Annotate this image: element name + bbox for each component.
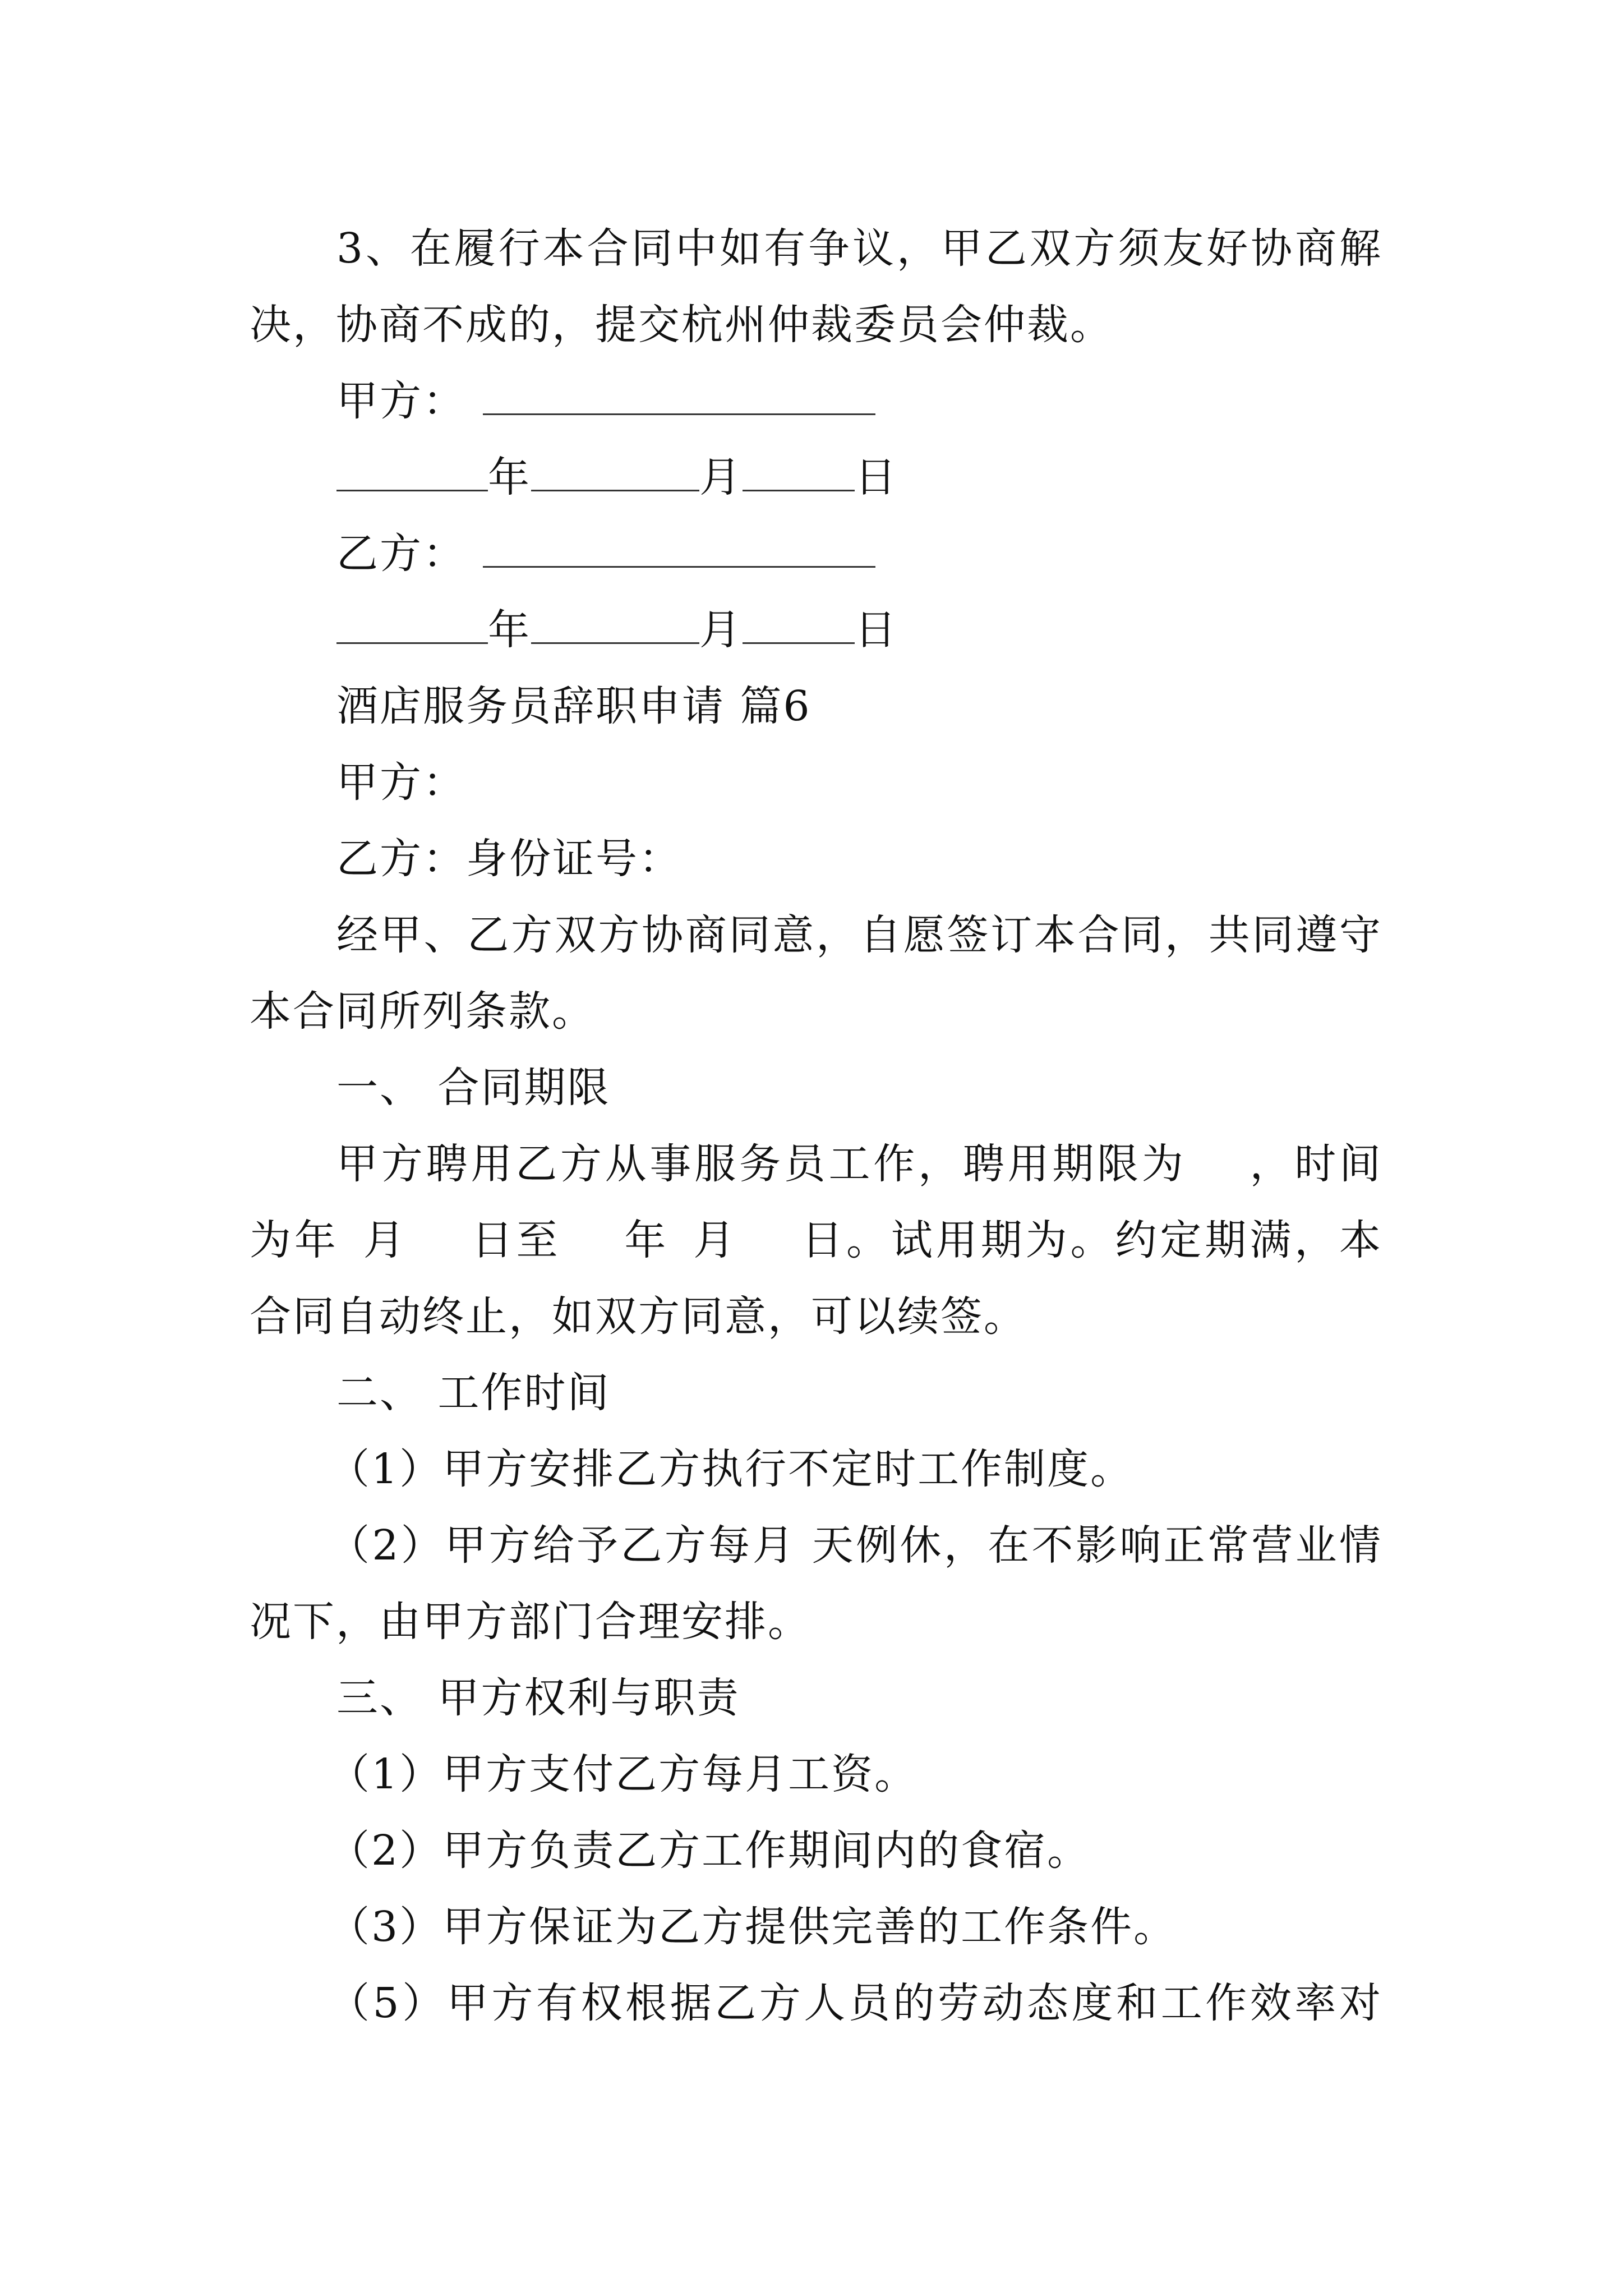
day-label: 日 [855, 453, 898, 501]
day-blank [743, 449, 855, 491]
clause-heading: 三、 甲方权利与职责 [336, 1674, 740, 1722]
paragraph-line: 况下，由甲方部门合理安排。 [250, 1598, 811, 1646]
text-fragment: 日。试用期为。约定期满，本 [800, 1216, 1383, 1264]
day-blank [743, 602, 855, 644]
list-item: （5）甲方有权根据乙方人员的劳动态度和工作效率对 [328, 1979, 1382, 2027]
text-fragment: 年 [623, 1216, 670, 1264]
paragraph-line: 本合同所列条款。 [250, 987, 595, 1036]
party-a-blank [483, 373, 875, 415]
date-line [250, 592, 1382, 668]
party-b-line: 乙方：身份证号： [336, 835, 682, 883]
paragraph-line [250, 1126, 1382, 1202]
party-b-signature-line [250, 516, 1382, 592]
month-label: 月 [699, 453, 743, 501]
text-fragment: 月 [361, 1216, 408, 1264]
party-a-signature-line [250, 363, 1382, 439]
month-label: 月 [699, 606, 743, 654]
year-blank [336, 449, 488, 491]
list-item: （2）甲方给予乙方每月 天例休，在不影响正常营业情 [328, 1521, 1382, 1570]
text-fragment: 为年 [250, 1216, 339, 1264]
text-fragment: 日至 [469, 1216, 561, 1264]
party-a-label: 甲方： [336, 377, 466, 425]
year-blank [336, 602, 488, 644]
list-item: （1）甲方安排乙方执行不定时工作制度。 [328, 1445, 1134, 1493]
clause-heading: 二、 工作时间 [336, 1369, 611, 1417]
party-b-label: 乙方： [336, 530, 466, 578]
list-item: （2）甲方负责乙方工作期间内的食宿。 [328, 1826, 1091, 1875]
text-fragment: 月 [691, 1216, 739, 1264]
paragraph-line: 合同自动终止，如双方同意，可以续签。 [250, 1292, 1027, 1341]
month-blank [531, 449, 699, 491]
year-label: 年 [488, 606, 531, 654]
date-line [250, 439, 1382, 516]
clause-heading: 一、 合同期限 [336, 1064, 611, 1112]
document-body [250, 210, 1382, 2041]
list-item: （1）甲方支付乙方每月工资。 [328, 1750, 918, 1798]
paragraph-line [250, 1202, 1382, 1278]
paragraph-line: 决，协商不成的，提交杭州仲裁委员会仲裁。 [250, 301, 1113, 349]
day-label: 日 [855, 606, 898, 654]
list-item: （3）甲方保证为乙方提供完善的工作条件。 [328, 1903, 1177, 1951]
year-label: 年 [488, 453, 531, 501]
party-b-blank [483, 526, 875, 568]
paragraph-line: 3、在履行本合同中如有争议，甲乙双方须友好协商解 [336, 224, 1382, 273]
month-blank [531, 602, 699, 644]
text-fragment: 甲方聘用乙方从事服务员工作，聘用期限为 [336, 1140, 1187, 1188]
party-a-line: 甲方： [336, 758, 466, 807]
paragraph-line: 经甲、乙方双方协商同意，自愿签订本合同，共同遵守 [336, 911, 1382, 959]
section-heading: 酒店服务员辞职申请 篇6 [336, 682, 811, 730]
text-fragment: ，时间 [1248, 1140, 1383, 1188]
